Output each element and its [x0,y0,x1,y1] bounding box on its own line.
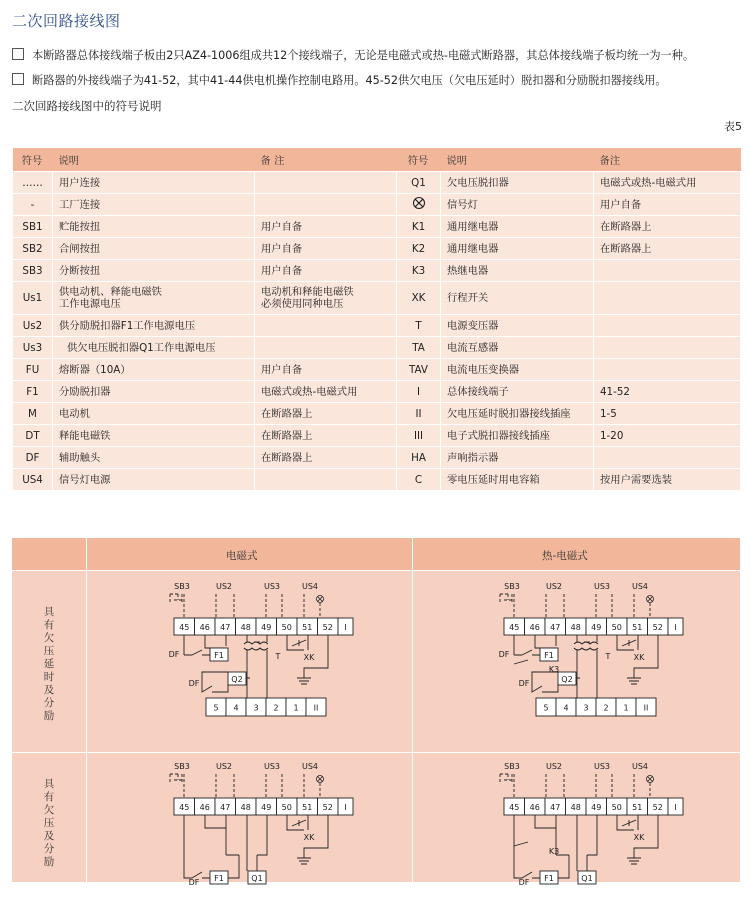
terminal-label: 49 [591,803,602,812]
us4-label: US4 [631,762,649,771]
table-cell: 辅助触头 [53,447,255,469]
table-cell: 热继电器 [441,260,594,282]
table-cell: XK [397,282,441,315]
xk-contact [622,640,636,646]
terminal-label: I [674,803,677,812]
table-cell: TAV [397,359,441,381]
table-row [13,359,741,381]
us3-label: US3 [593,762,611,771]
us4-label: US4 [301,762,319,771]
sb3-switch [500,594,512,604]
delay-terminal-label: 2 [603,703,609,713]
df-contact [184,855,210,878]
df-label: DF [188,679,200,688]
us2-label: US2 [215,762,233,771]
us4-label: US4 [631,582,649,591]
delay-terminal-label: 4 [233,703,239,713]
table-cell: Us2 [13,315,53,337]
table-cell: 电磁式或热-电磁式用 [594,172,741,194]
bullet-text: 断路器的外接线端子为41-52，其中41-44供电机操作控制电路用。45-52供欠电压（欠电压延时）脱扣器和分励脱扣器接线用。 [32,74,667,87]
bullet-text: 本断路器总体接线端子板由2只AZ4-1006组成共12个接线端子，无论是电磁式或热-电磁式断路器，其总体接线端子板均统一为一种。 [32,49,695,62]
delay-terminal-label: 3 [253,703,259,713]
col-header: 说明 [53,148,255,172]
terminal-label: 47 [550,803,561,812]
table-cell: …… [13,172,53,194]
table-row [13,260,741,282]
terminal-label: 49 [591,623,602,632]
terminal-label: 50 [611,803,622,812]
table-cell: 电源变压器 [441,315,594,337]
sb3-label: SB3 [504,762,520,771]
table-cell: 按用户需要选装 [594,469,741,491]
us3-label: US3 [263,762,281,771]
table-cell: III [397,425,441,447]
delay-terminal-label: 4 [563,703,569,713]
table-cell: 释能电磁铁 [53,425,255,447]
terminal-label: I [674,623,677,632]
table-row [13,381,741,403]
k3-label: K3 [548,665,560,674]
delay-terminal-label: II [313,703,319,713]
table-cell: 电流电压变换器 [441,359,594,381]
symbol-table [12,148,741,491]
table-cell: 欠电压延时脱扣器接线插座 [441,403,594,425]
terminal-label: I [344,623,347,632]
f1-label: F1 [214,651,224,660]
terminal-label: 47 [220,803,231,812]
table-cell: SB3 [13,260,53,282]
q2-label: Q2 [231,675,243,684]
wiring-schematic [154,580,347,752]
sb3-label: SB3 [174,762,190,771]
table-cell: 用户自备 [255,238,397,260]
table-cell: 在断路器上 [255,403,397,425]
us3-label: US3 [263,582,281,591]
table-cell: 在断路器上 [255,425,397,447]
table-cell: 供电动机、释能电磁铁 工作电源电压 [53,282,255,315]
terminal-label: 50 [611,623,622,632]
table-row [13,315,741,337]
table-cell: 用户连接 [53,172,255,194]
terminal-label: 46 [529,803,540,812]
table-row [13,194,741,216]
col-header: 符号 [397,148,441,172]
terminal-label: 51 [632,623,643,632]
k3-contact [514,660,528,664]
terminal-label: 45 [179,623,190,632]
wiring-header-row [12,538,740,570]
table-cell: 用户自备 [594,194,741,216]
checkbox-icon [12,73,24,85]
table-cell: 供分励脱扣器F1工作电源电压 [53,315,255,337]
table-cell [255,315,397,337]
table-row [13,282,741,315]
terminal-label: 52 [322,803,333,812]
sb3-switch [500,774,512,784]
df-label: DF [188,878,200,887]
q1-label: Q1 [251,874,263,883]
table-row [13,447,741,469]
table-cell [594,447,741,469]
table-cell [594,260,741,282]
section-subheading: 二次回路接线图中的符号说明 [12,99,162,113]
table-cell: 电流互感器 [441,337,594,359]
table-cell: 工厂连接 [53,194,255,216]
terminal-label: 50 [281,623,292,632]
signal-lamp-icon [412,196,426,210]
table-cell: 用户自备 [255,260,397,282]
table-cell: FU [13,359,53,381]
terminal-label: 45 [509,623,520,632]
table-cell [255,172,397,194]
terminal-label: 51 [302,803,313,812]
bullet-item [12,72,667,88]
terminal-label: 49 [261,803,272,812]
table-cell: 总体接线端子 [441,381,594,403]
sb3-label: SB3 [174,582,190,591]
table-cell: SB1 [13,216,53,238]
table-cell: Q1 [397,172,441,194]
table-cell: 电动机 [53,403,255,425]
table-cell: 用户自备 [255,216,397,238]
table-cell [594,337,741,359]
table-cell: M [13,403,53,425]
table-cell: SB2 [13,238,53,260]
table-cell: US4 [13,469,53,491]
k3-contact [514,842,528,846]
transformer-t [574,635,598,698]
table-cell: K1 [397,216,441,238]
table-cell: II [397,403,441,425]
us4-label: US4 [301,582,319,591]
table-cell: 在断路器上 [255,447,397,469]
q2-label: Q2 [561,675,573,684]
terminal-label: 52 [652,623,663,632]
diagram-em-basic [154,760,347,914]
terminal-label: 52 [652,803,663,812]
ground-icon [297,678,311,684]
table-row [13,469,741,491]
col-header: 备 注 [255,148,397,172]
table-cell: TA [397,337,441,359]
table-cell [255,469,397,491]
table-cell: 分励脱扣器 [53,381,255,403]
table-cell: 贮能按扭 [53,216,255,238]
xk-contact [292,640,306,646]
table-cell: K2 [397,238,441,260]
diagram-thermal-delay [484,580,677,756]
delay-terminal-label: 3 [583,703,589,713]
table-cell: I [397,381,441,403]
col-header-electromagnetic: 电磁式 [226,550,258,562]
terminal-label: 52 [322,623,333,632]
us3-label: US3 [593,582,611,591]
table-cell: 电子式脱扣器接线插座 [441,425,594,447]
xk-label: XK [303,833,315,842]
checkbox-icon [12,48,24,60]
table-cell: Us1 [13,282,53,315]
table-cell: 零电压延时用电容箱 [441,469,594,491]
df-contact [514,855,540,878]
table-cell: 电动机和释能电磁铁 必须使用同种电压 [255,282,397,315]
terminal-label: 49 [261,623,272,632]
col-header: 符号 [13,148,53,172]
wiring-diagram-panel [12,538,740,887]
table-cell: 熔断器（10A） [53,359,255,381]
table-row [13,337,741,359]
internal-wire [202,672,228,680]
df-label: DF [498,650,510,659]
df-label: DF [168,650,180,659]
sb3-switch [170,594,182,604]
table-cell: 在断路器上 [594,216,741,238]
f1-label: F1 [214,874,224,883]
bullet-item [12,47,694,63]
table-cell: F1 [13,381,53,403]
table-cell: 用户自备 [255,359,397,381]
internal-wire [577,855,587,871]
table-cell: 通用继电器 [441,216,594,238]
df-label: DF [518,679,530,688]
delay-terminal-label: 5 [543,703,549,713]
table-cell: T [397,315,441,337]
terminal-label: 51 [302,623,313,632]
table-cell: K3 [397,260,441,282]
df-contact [184,650,210,655]
delay-terminal-label: 1 [623,703,629,713]
table-cell: 声响指示器 [441,447,594,469]
f1-label: F1 [544,651,554,660]
terminal-label: 47 [220,623,231,632]
k3-label: K3 [548,847,560,856]
table-cell: 供欠电压脱扣器Q1工作电源电压 [53,337,255,359]
table-cell [255,337,397,359]
internal-wire [247,815,267,860]
df-contact [514,650,540,655]
table-cell [397,194,441,216]
table-cell: 欠电压脱扣器 [441,172,594,194]
xk-label: XK [633,653,645,662]
table-cell: Us3 [13,337,53,359]
table-cell: 分断按扭 [53,260,255,282]
table-cell: HA [397,447,441,469]
terminal-label: 46 [529,623,540,632]
wiring-schematic [154,760,347,910]
xk-contact [622,820,636,826]
terminal-label: 48 [570,803,581,812]
col-header-thermal-electromagnetic: 热-电磁式 [542,550,588,562]
table-row [13,172,741,194]
table-header-row [13,148,741,172]
col-header: 说明 [441,148,594,172]
table-number: 表5 [724,120,742,133]
terminal-label: 47 [550,623,561,632]
table-cell [594,359,741,381]
terminal-label: 48 [240,623,251,632]
table-row [13,403,741,425]
diagram-thermal-basic [484,760,677,914]
t-label: T [605,652,611,661]
xk-label: XK [633,833,645,842]
terminal-label: 46 [199,803,210,812]
table-cell: 行程开关 [441,282,594,315]
table-cell: 41-52 [594,381,741,403]
table-cell: 电磁式或热-电磁式用 [255,381,397,403]
diagram-em-delay [154,580,347,756]
terminal-label: I [344,803,347,812]
terminal-label: 46 [199,623,210,632]
sb3-switch [170,774,182,784]
table-row [13,238,741,260]
delay-terminal-label: 1 [293,703,299,713]
table-cell [594,282,741,315]
table-cell [594,315,741,337]
f1-label: F1 [544,874,554,883]
row-label-undervoltage-delay: 具有欠压延时及分励 [43,606,55,722]
table-cell: - [13,194,53,216]
delay-terminal-label: 2 [273,703,279,713]
wiring-schematic [484,760,677,910]
table-cell: DT [13,425,53,447]
terminal-label: 45 [509,803,520,812]
df-label: DF [518,878,530,887]
terminal-label: 48 [570,623,581,632]
table-cell: 在断路器上 [594,238,741,260]
table-cell: 通用继电器 [441,238,594,260]
xk-label: XK [303,653,315,662]
table-cell: 合闸按扭 [53,238,255,260]
table-cell: DF [13,447,53,469]
ground-icon [627,678,641,684]
col-header: 备注 [594,148,741,172]
us2-label: US2 [545,582,563,591]
row-label-undervoltage: 具有欠压及分励 [43,778,55,868]
page-title: 二次回路接线图 [12,12,121,30]
table-cell [255,194,397,216]
transformer-t [244,635,268,698]
table-cell: C [397,469,441,491]
table-row [13,216,741,238]
terminal-label: 51 [632,803,643,812]
us2-label: US2 [215,582,233,591]
table-cell: 1-5 [594,403,741,425]
wiring-schematic [484,580,677,752]
t-label: T [275,652,281,661]
table-cell: 信号灯电源 [53,469,255,491]
delay-terminal-label: II [643,703,649,713]
table-cell: 1-20 [594,425,741,447]
terminal-label: 50 [281,803,292,812]
ground-icon [297,858,311,864]
us2-label: US2 [545,762,563,771]
sb3-label: SB3 [504,582,520,591]
internal-wire [247,855,257,871]
ground-icon [627,858,641,864]
table-row [13,425,741,447]
xk-contact [292,820,306,826]
terminal-label: 48 [240,803,251,812]
table-cell: 信号灯 [441,194,594,216]
internal-wire [577,815,597,860]
terminal-label: 45 [179,803,190,812]
q1-label: Q1 [581,874,593,883]
internal-wire [184,815,226,855]
delay-terminal-label: 5 [213,703,219,713]
